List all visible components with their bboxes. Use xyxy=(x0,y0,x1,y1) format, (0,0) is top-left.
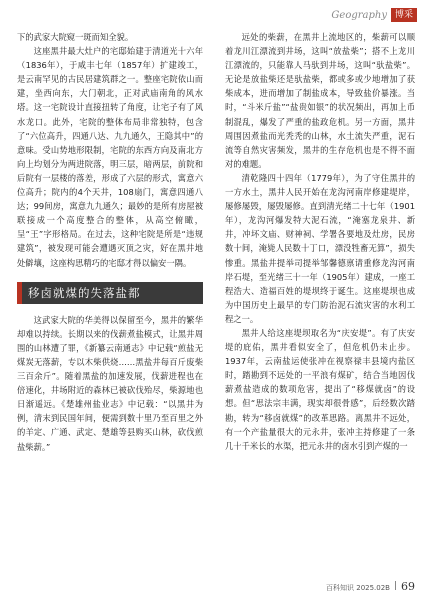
page-number: 69 xyxy=(401,580,415,593)
section-heading: 移卤就煤的失落盐都 xyxy=(17,282,203,304)
paragraph: 这武家大院的华美得以保留至今，黑井的繁华却难以持续。长期以来的伐薪煮盐模式，让黑井周围的山林遭了罪，《新纂云南通志》中记载“煎盐无煤炭无落薪，专以木柴供烧……黑盐井每百斤废柴三百余斤”。随着黑盐的加速发展，伐薪进程也在倍速化，井场附近的森林已被砍伐殆尽，柴源地也日渐遥远。《楚雄州盐业志》中记载：“以黑井为例，清末到民国年间，便需到数十里乃至百里之外的羊定、广通、武定、楚雄等县购买山林，砍伐煎盐柴薪。” xyxy=(17,314,203,452)
page-footer xyxy=(326,580,415,593)
paragraph: 下的武家大院窥一斑而知全貌。 xyxy=(17,32,134,42)
paragraph: 远处的柴薪，在黑井上流地区的，柴薪可以顺着龙川江漂流到井场，这叫“放盐柴”；搭不上龙川江漂流的，只能靠人马驮到井场，这叫“驮盐柴”。无论是放盐柴还是驮盐柴，都或多或少地增加了获柴成本，进而增加了制盐成本，导致盐价暴涨。当时，“斗米斤盐”“盐贵如银”的状况频出，再加上币制混乱，爆发了严重的盐政危机。另一方面，黑井周围因煮盐而光秃秃的山林，水土流失严重，泥石流等自然灾害频发，黑井的生存危机也是不得不面对的难题。 xyxy=(225,32,415,169)
right-column xyxy=(225,30,415,453)
section-label: Geography xyxy=(331,9,387,21)
page-header xyxy=(331,8,417,22)
footer-divider xyxy=(395,581,396,590)
paragraph: 清乾隆四十四年（1779年），为了守住黑井的一方水土，黑井人民开始在龙沟河南岸修建堤岸，屡修屡毁，屡毁屡修。直到清光绪二十七年（1901年），龙沟河爆发特大泥石流，“淹塞龙泉井、新井，冲坏文庙、财神祠、学署各要地及灶房，民房数十间，淹毙人民数十丁口，漂没牲畜无算”，损失惨重。黑盐井提举司提举邹馨德禀请重修龙沟河南岸石堤，至光绪三十一年（1905年）建成，一座工程浩大、造福百姓的堤坝终于诞生。这座堤坝也成为中国历史上最早的专门防治泥石流灾害的水利工程之一。 xyxy=(225,172,415,324)
paragraph: 黑井人给这座堤坝取名为“庆安堤”。有了庆安堤的庇佑，黑井看似安全了，但危机仍未止步。1937年，云南盐运使张冲在视察禄丰县境内盐区时，踏勘到不远处的一平浪有煤矿，结合当地因伐薪煮盐造成的数项危害，提出了“移煤就卤”的设想。但“思法宗丰满，现实却很骨感”，后经数次踏勘，转为“移卤就煤”的改革思路。离黑井不远处，有一个产盐量很大的元永井，张冲主持修建了一条几十千米长的水渠，把元永井的卤水引到产煤的一 xyxy=(225,327,415,451)
publication-info: 百科知识 2025.02B xyxy=(326,584,390,592)
paragraph: 这座黑井最大灶户的宅邸始建于清道光十六年（1836年），于咸丰七年（1857年）扩建竣工，是云南罕见的古民居建筑群之一。整座宅院依山而建，坐西向东，大门朝北，正对武庙南角的风水塔。这一宅院设计直接扭转了角度，让宅子有了风水龙口。此外，宅院的整体布局非常独特，包含了“六位高升，四通八达、九九通久，王隐其中”的意味。受山势地形限制，宅院的东西方向及南北方向上均划分为两进院落，明三层，暗两层，前院和后院有一层楼的落差，形成了六层的形式，寓意六位高升；院内的4个天井，108扇门，寓意四通八达；99间房，寓意九九通久；最妙的是所有房屋被联接成一个高度整合的整体，从高空俯瞰，呈“王”字形格局。在过去，这种宅院是所是“违规建筑”，被发现可能会遭遇灭顶之灾，好在黑井地处僻壤，这座构思精巧的宅邸才得以偏安一隅。 xyxy=(17,46,203,268)
left-column xyxy=(17,30,203,454)
section-tag: 博采 xyxy=(391,8,417,22)
